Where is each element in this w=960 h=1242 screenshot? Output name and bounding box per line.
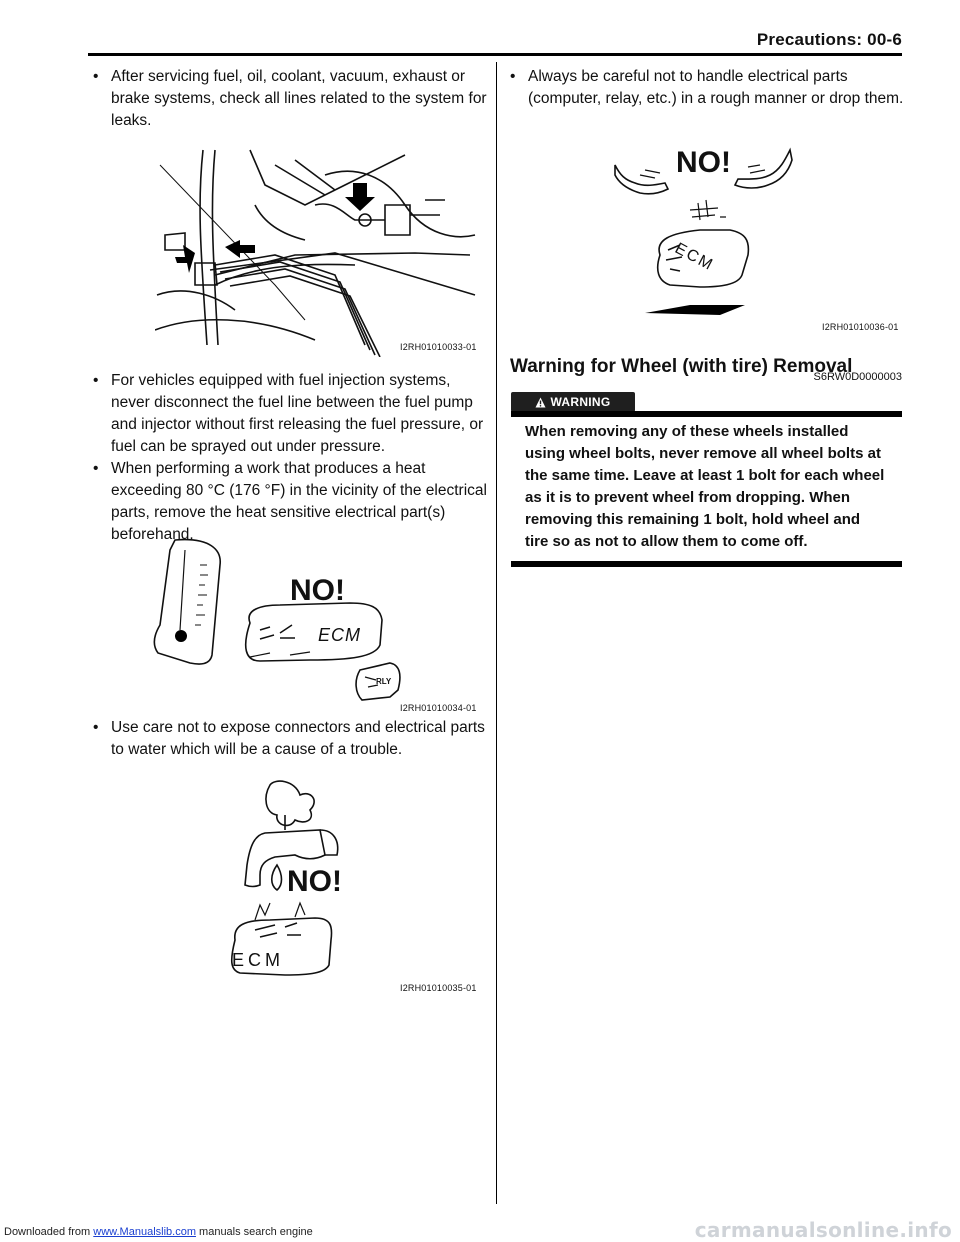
ecm-label: ECM xyxy=(672,240,717,275)
warning-text: When removing any of these wheels installed using wheel bolts, never remove all wheel bolts at the same time. Leave at least 1 bolt for each wheel as it is to prevent wheel from dropping. When removing this remaining 1 bolt, hold wheel and tire so as not to allow them to come off. xyxy=(525,423,885,550)
heat-warning-illustration xyxy=(150,535,475,705)
figure-code: I2RH01010035-01 xyxy=(400,983,477,993)
bullet-text: When performing a work that produces a heat exceeding 80 °C (176 °F) in the vicinity of the electrical parts, remove the heat sensitive electrical part(s) beforehand. xyxy=(111,460,487,543)
manualslib-link[interactable]: www.Manualslib.com xyxy=(93,1226,196,1238)
relay-label: RLY xyxy=(376,677,392,686)
warning-rule-bottom xyxy=(511,561,902,567)
warning-badge xyxy=(511,392,635,412)
figure-code: I2RH01010033-01 xyxy=(400,342,477,352)
no-label: NO! xyxy=(287,865,342,898)
water-drop-icon xyxy=(272,865,282,890)
right-hand-icon xyxy=(735,150,792,188)
footer-source xyxy=(4,1226,313,1238)
figure-code: I2RH01010034-01 xyxy=(400,703,477,713)
bullet-text: Always be careful not to handle electrical parts (computer, relay, etc.) in a rough manner or drop them. xyxy=(528,68,904,107)
no-label: NO! xyxy=(290,574,345,607)
warning-rule-top xyxy=(511,411,902,417)
warning-label: WARNING xyxy=(550,395,611,409)
bullet-text: After servicing fuel, oil, coolant, vacuum, exhaust or brake systems, check all lines related to the system for leaks. xyxy=(111,68,487,129)
warning-icon xyxy=(535,397,546,408)
section-code: S6RW0D0000003 xyxy=(813,371,902,383)
bullet-item: • For vehicles equipped with fuel injection systems, never disconnect the fuel line between the fuel pump and injector without first releasing the fuel pressure, or fuel can be sprayed out under pressure. xyxy=(93,372,484,455)
page-header-title: Precautions: 00-6 xyxy=(756,30,902,49)
column-divider xyxy=(496,62,497,1204)
header-rule xyxy=(88,53,902,56)
fuel-lines-illustration xyxy=(155,145,477,357)
bullet-text: For vehicles equipped with fuel injection systems, never disconnect the fuel line between the fuel pump and injector without first releasing the fuel pressure, or fuel can be sprayed out under pressure. xyxy=(111,372,484,455)
bullet-text: Use care not to expose connectors and electrical parts to water which will be a cause of a trouble. xyxy=(111,719,485,758)
thermometer-icon xyxy=(154,540,220,664)
bullet-item: • After servicing fuel, oil, coolant, vacuum, exhaust or brake systems, check all lines related to the system for leaks. xyxy=(93,68,487,129)
left-hand-icon xyxy=(615,165,668,194)
footer-watermark: carmanualsonline.info xyxy=(694,1218,952,1242)
bullet-item: • Always be careful not to handle electrical parts (computer, relay, etc.) in a rough manner or drop them. xyxy=(510,68,904,107)
bullet-item: • When performing a work that produces a heat exceeding 80 °C (176 °F) in the vicinity of the electrical parts, remove the heat sensitive electrical part(s) beforehand. xyxy=(93,460,487,543)
section-title: Warning for Wheel (with tire) Removal xyxy=(510,356,853,377)
ecm-label: ECM xyxy=(318,625,361,645)
footer-prefix: Downloaded from xyxy=(4,1226,94,1238)
bullet-item: • Use care not to expose connectors and electrical parts to water which will be a cause of a trouble. xyxy=(93,719,485,758)
footer-suffix: manuals search engine xyxy=(195,1226,313,1238)
faucet-handle-icon xyxy=(266,781,314,825)
no-label: NO! xyxy=(676,146,731,179)
ecm-label: ECM xyxy=(232,950,284,970)
figure-code: I2RH01010036-01 xyxy=(822,322,899,332)
ecm-unit-icon xyxy=(246,603,382,661)
